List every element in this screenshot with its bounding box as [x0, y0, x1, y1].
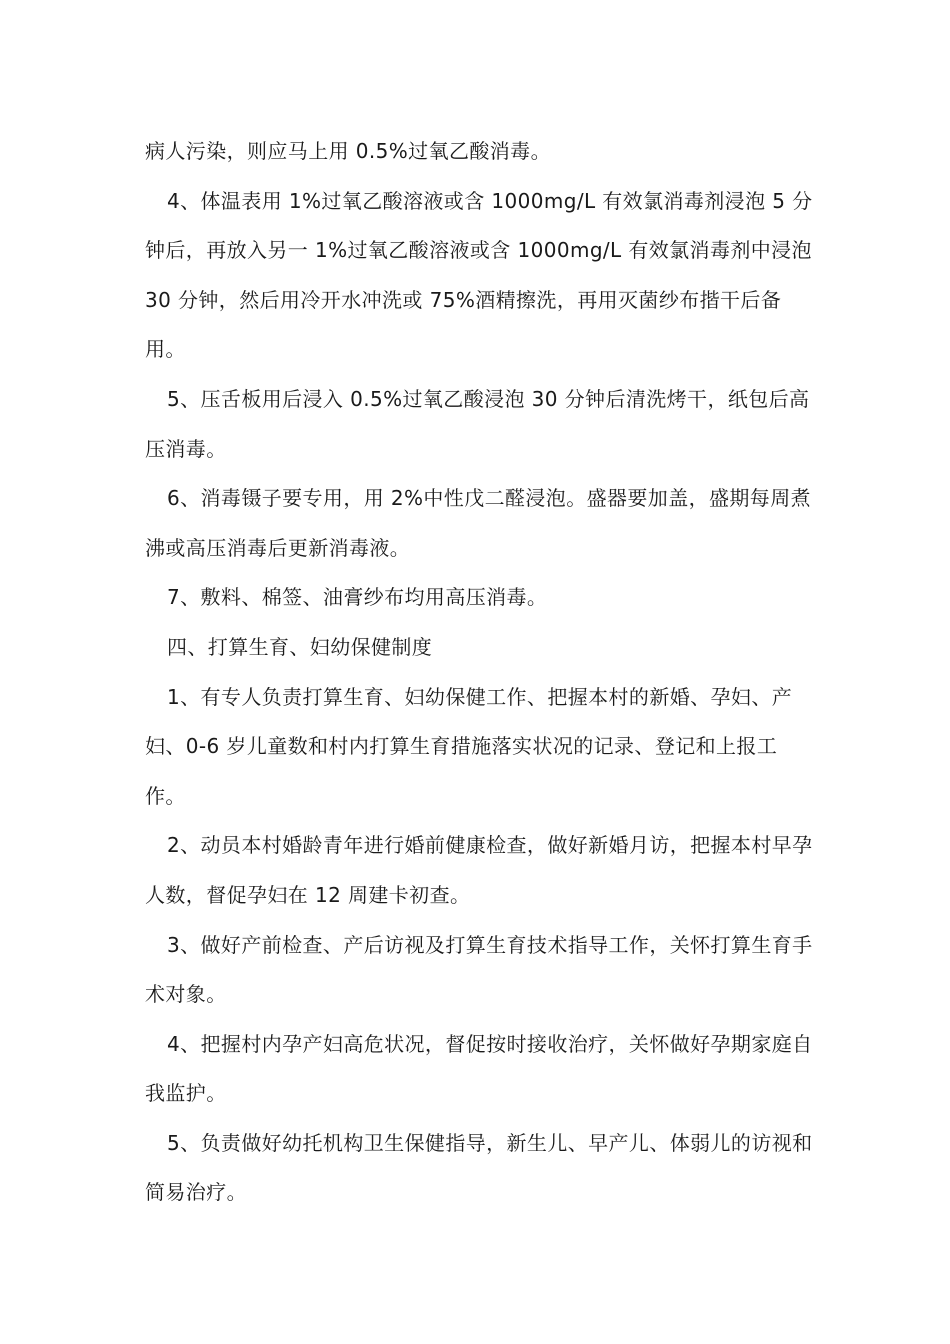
document-body — [145, 127, 815, 1218]
paragraph-fp-item-4: 4、把握村内孕产妇高危状况，督促按时接收治疗，关怀做好孕期家庭自我监护。 — [145, 1031, 813, 1106]
paragraph-item-7-dressings: 7、敷料、棉签、油膏纱布均用高压消毒。 — [167, 585, 548, 610]
paragraph-item-6-tweezers: 6、消毒镊子要专用，用 2%中性戊二醛浸泡。盛器要加盖，盛期每周煮沸或高压消毒后更新消毒液。 — [145, 486, 812, 560]
paragraph-item-4-thermometer: 4、体温表用 1%过氧乙酸溶液或含 1000mg/L 有效氯消毒剂浸泡 5 分钟后，再放入另一 1%过氧乙酸溶液或含 1000mg/L 有效氯消毒剂中浸泡 30 分钟，然后用冷开水冲洗或 75%酒精擦洗，再用灭菌纱布揩干后备用。 — [145, 188, 813, 362]
paragraph-item-5-tongue-depressor: 5、压舌板用后浸入 0.5%过氧乙酸浸泡 30 分钟后清洗烤干，纸包后高压消毒。 — [145, 386, 810, 461]
paragraph-fp-item-1: 1、有专人负责打算生育、妇幼保健工作、把握本村的新婚、孕妇、产妇、0-6 岁儿童数和村内打算生育措施落实状况的记录、登记和上报工作。 — [145, 684, 793, 808]
paragraph-fp-item-5: 5、负责做好幼托机构卫生保健指导，新生儿、早产儿、体弱儿的访视和简易治疗。 — [145, 1130, 813, 1205]
section-heading-family-planning: 四、打算生育、妇幼保健制度 — [167, 634, 433, 659]
paragraph-continuation: 病人污染，则应马上用 0.5%过氧乙酸消毒。 — [145, 139, 551, 163]
paragraph-fp-item-2: 2、动员本村婚龄青年进行婚前健康检查，做好新婚月访，把握本村早孕人数，督促孕妇在 12 周建卡初查。 — [145, 833, 813, 907]
paragraph-fp-item-3: 3、做好产前检查、产后访视及打算生育技术指导工作，关怀打算生育手术对象。 — [145, 932, 813, 1007]
